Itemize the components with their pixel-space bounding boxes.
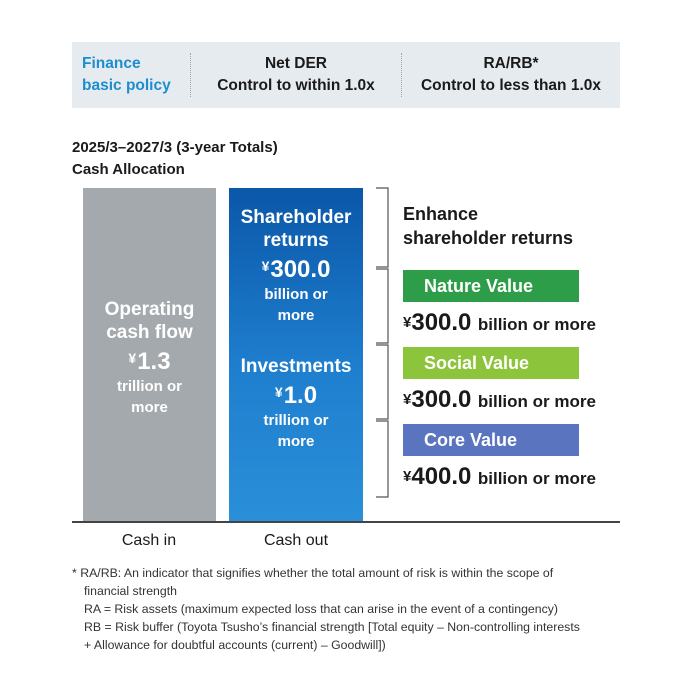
investments-segment (229, 355, 363, 452)
social-value-box: Social Value (403, 347, 579, 379)
cash-in-unit-line2: more (131, 399, 168, 416)
investments-unit-line1: trillion or (263, 412, 329, 429)
footnote (72, 564, 632, 654)
yen-symbol: ¥ (274, 384, 283, 400)
nature-value-bracket (376, 269, 388, 343)
nature-value-unit: billion or more (477, 315, 596, 334)
chart-title-line1: 2025/3–2027/3 (3-year Totals) (72, 139, 278, 156)
footnote-line: + Allowance for doubtful accounts (current) – Goodwill]) (84, 638, 386, 652)
nature-value-amount (403, 309, 596, 337)
policy-label-line1: Finance (82, 55, 141, 72)
shareholder-returns-unit-line1: billion or (264, 286, 328, 303)
cash-in-label (83, 298, 216, 418)
cash-in-unit-line1: trillion or (117, 378, 182, 395)
shareholder-returns-segment (229, 206, 363, 326)
cash-out-axis-label: Cash out (263, 532, 329, 549)
net-der-policy (191, 52, 401, 98)
investments-amount (229, 378, 363, 410)
policy-label-line2: basic policy (82, 77, 171, 94)
enhance-line2: shareholder returns (403, 228, 574, 248)
yen-symbol: ¥ (403, 468, 412, 485)
ra-rb-title: RA/RB* (483, 55, 539, 72)
core-value-box: Core Value (403, 424, 579, 456)
investments-unit-line2: more (277, 433, 315, 450)
finance-policy-bar (72, 42, 620, 108)
policy-label (72, 52, 190, 98)
social-value-unit: billion or more (477, 392, 596, 411)
yen-symbol: ¥ (403, 391, 412, 408)
shareholder-returns-line2: returns (263, 230, 329, 251)
investments-amount-value: 1.0 (283, 382, 318, 409)
investments-label: Investments (240, 356, 352, 377)
cash-in-label-line2: cash flow (106, 322, 193, 343)
cash-in-amount (83, 344, 216, 376)
social-value-bracket (376, 345, 388, 419)
net-der-title: Net DER (264, 55, 327, 72)
footnote-line: RA = Risk assets (maximum expected loss that can arise in the event of a contingency) (84, 602, 558, 616)
enhance-line1: Enhance (403, 204, 479, 224)
shareholder-bracket (376, 188, 388, 267)
shareholder-returns-amount-value: 300.0 (270, 256, 331, 283)
yen-symbol: ¥ (403, 314, 412, 331)
yen-symbol: ¥ (261, 258, 270, 274)
yen-symbol: ¥ (128, 350, 137, 366)
enhance-shareholder-returns (403, 202, 573, 250)
core-value-unit: billion or more (477, 469, 596, 488)
ra-rb-text: Control to less than 1.0x (420, 77, 601, 94)
shareholder-returns-unit-line2: more (277, 307, 315, 324)
core-value-bracket (376, 421, 388, 497)
social-value-amount (403, 386, 596, 414)
chart-title-line2: Cash Allocation (72, 161, 185, 178)
core-value-amount-value: 400.0 (411, 463, 472, 490)
ra-rb-policy (402, 52, 620, 98)
shareholder-returns-line1: Shareholder (240, 207, 352, 228)
chart-title (72, 137, 278, 181)
chart-baseline (72, 521, 620, 523)
cash-in-axis-label: Cash in (121, 532, 177, 549)
cash-in-bar (83, 188, 216, 521)
shareholder-returns-amount (229, 252, 363, 284)
cash-in-label-line1: Operating (104, 299, 195, 320)
footnote-line: financial strength (84, 584, 177, 598)
core-value-amount (403, 463, 596, 491)
nature-value-box: Nature Value (403, 270, 579, 302)
social-value-amount-value: 300.0 (411, 386, 472, 413)
cash-out-bar (229, 188, 363, 521)
cash-in-amount-value: 1.3 (137, 348, 171, 375)
footnote-line: * RA/RB: An indicator that signifies whether the total amount of risk is within the scope of (72, 566, 554, 580)
footnote-line: RB = Risk buffer (Toyota Tsusho’s financial strength [Total equity – Non-controlling interests (84, 620, 580, 634)
net-der-text: Control to within 1.0x (217, 77, 375, 94)
nature-value-amount-value: 300.0 (411, 309, 472, 336)
